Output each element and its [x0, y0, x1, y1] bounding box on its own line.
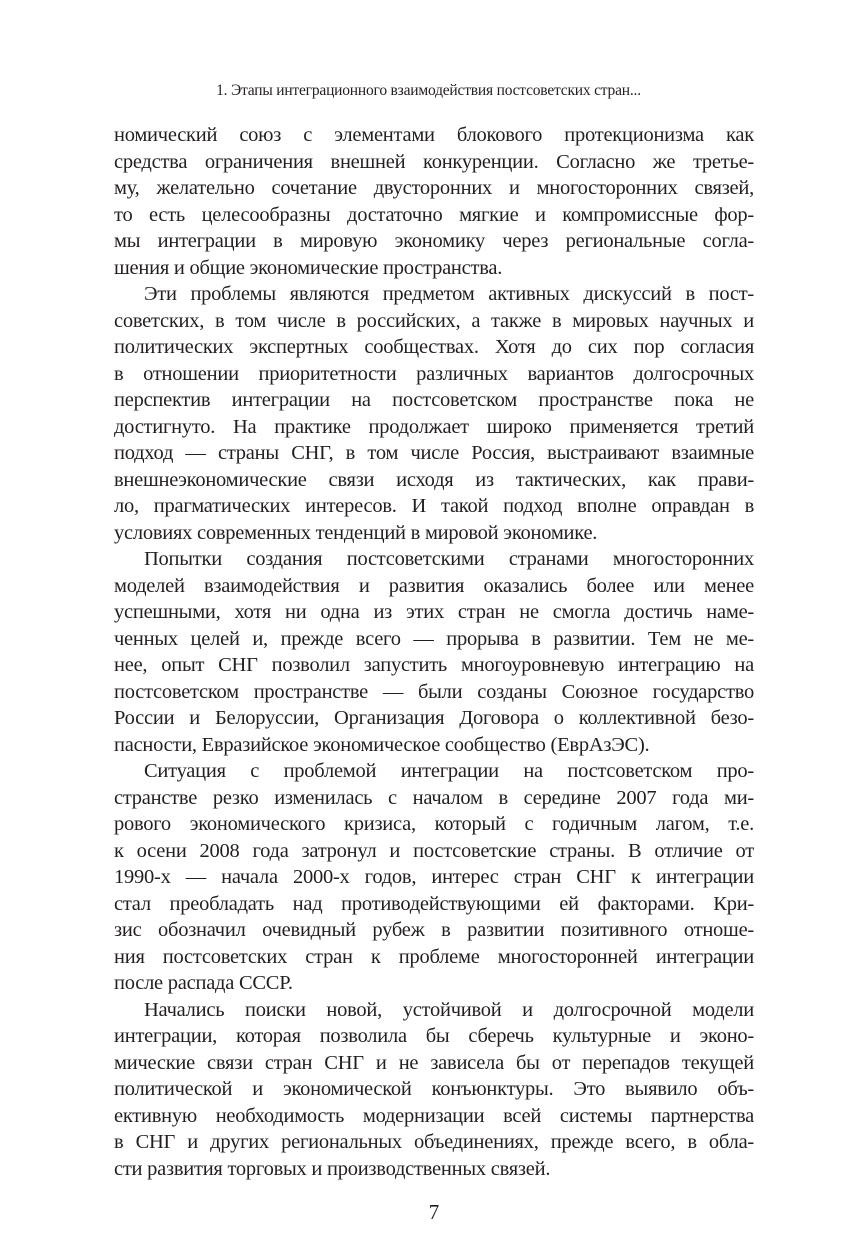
paragraph	[114, 122, 754, 281]
text-line: зис обозначил очевидный рубеж в развитии позитивного отноше-	[114, 919, 754, 941]
text-line: 1990-х — начала 2000-х годов, интерес стран СНГ к интеграции	[114, 866, 754, 888]
text-line: Попытки создания постсоветскими странами многосторонних	[144, 548, 754, 570]
text-line: к осени 2008 года затронул и постсоветские страны. В отличие от	[114, 839, 754, 862]
text-line: постсоветском пространстве — были созданы Союзное государство	[114, 680, 754, 703]
text-line: Ситуация с проблемой интеграции на постсоветском про-	[144, 760, 754, 782]
text-line: России и Белоруссии, Организация Договора о коллективной безо-	[114, 707, 754, 729]
text-line: в отношении приоритетности различных вариантов долгосрочных	[114, 362, 754, 385]
paragraphs	[114, 122, 754, 1182]
paragraph	[114, 281, 754, 546]
running-header: 1. Этапы интеграционного взаимодействия постсоветских стран...	[216, 82, 641, 99]
text-line: внешнеэкономические связи исходя из тактических, как прави-	[114, 468, 754, 491]
text-line: успешными, хотя ни одна из этих стран не смогла достичь наме-	[114, 601, 754, 623]
text-line: советских, в том числе в российских, а также в мировых научных и	[114, 309, 754, 332]
text-line: стал преобладать над противодействующими ей факторами. Кри-	[114, 892, 754, 915]
body-text	[114, 122, 754, 1224]
text-line: ченных целей и, прежде всего — прорыва в развитии. Тем не ме-	[114, 627, 754, 650]
text-line: политической и экономической конъюнктуры. Это выявило объ-	[114, 1078, 754, 1100]
text-line: политических экспертных сообществах. Хотя до сих пор согласия	[114, 336, 754, 358]
paragraph	[114, 546, 754, 758]
text-line: ективную необходимость модернизации всей системы партнерства	[114, 1104, 754, 1127]
text-line: перспектив интеграции на постсоветском пространстве пока не	[114, 389, 754, 411]
text-line: му, желательно сочетание двусторонних и многосторонних связей,	[114, 177, 754, 199]
text-line: Эти проблемы являются предметом активных дискуссий в пост-	[144, 283, 754, 305]
text-line: ния постсоветских стран к проблеме многосторонней интеграции	[114, 945, 754, 968]
text-line: мические связи стран СНГ и не зависела бы от перепадов текущей	[114, 1051, 754, 1074]
text-line: то есть целесообразны достаточно мягкие и компромиссные фор-	[114, 203, 754, 226]
text-line: сти развития торговых и производственных связей.	[114, 1157, 551, 1180]
text-line: рового экономического кризиса, который с годичным лагом, т.е.	[114, 813, 754, 835]
paragraph	[114, 997, 754, 1183]
text-line: шения и общие экономические пространства.	[114, 256, 503, 279]
text-line: средства ограничения внешней конкуренции. Согласно же третье-	[114, 150, 754, 173]
paragraph	[114, 758, 754, 997]
text-line: после распада СССР.	[114, 972, 293, 994]
text-line: нее, опыт СНГ позволил запустить многоуровневую интеграцию на	[114, 654, 754, 676]
text-line: ло, прагматических интересов. И такой подход вполне оправдан в	[114, 495, 754, 517]
text-line: пасности, Евразийское экономическое сообщество (ЕврАзЭС).	[114, 733, 650, 756]
text-line: условиях современных тенденций в мировой экономике.	[114, 521, 598, 544]
text-line: достигнуто. На практике продолжает широко применяется третий	[114, 415, 754, 438]
text-line: номический союз с элементами блокового протекционизма как	[114, 124, 754, 146]
text-line: странстве резко изменилась с началом в середине 2007 года ми-	[114, 786, 754, 809]
text-line: подход — страны СНГ, в том числе Россия, выстраивают взаимные	[114, 442, 754, 464]
text-line: интеграции, которая позволила бы сберечь культурные и эконо-	[114, 1025, 754, 1047]
text-line: в СНГ и других региональных объединениях, прежде всего, в обла-	[114, 1131, 754, 1153]
text-line: моделей взаимодействия и развития оказались более или менее	[114, 574, 754, 597]
text-line: мы интеграции в мировую экономику через региональные согла-	[114, 230, 754, 252]
page-number: 7	[428, 1200, 440, 1224]
text-line: Начались поиски новой, устойчивой и долгосрочной модели	[144, 998, 754, 1021]
